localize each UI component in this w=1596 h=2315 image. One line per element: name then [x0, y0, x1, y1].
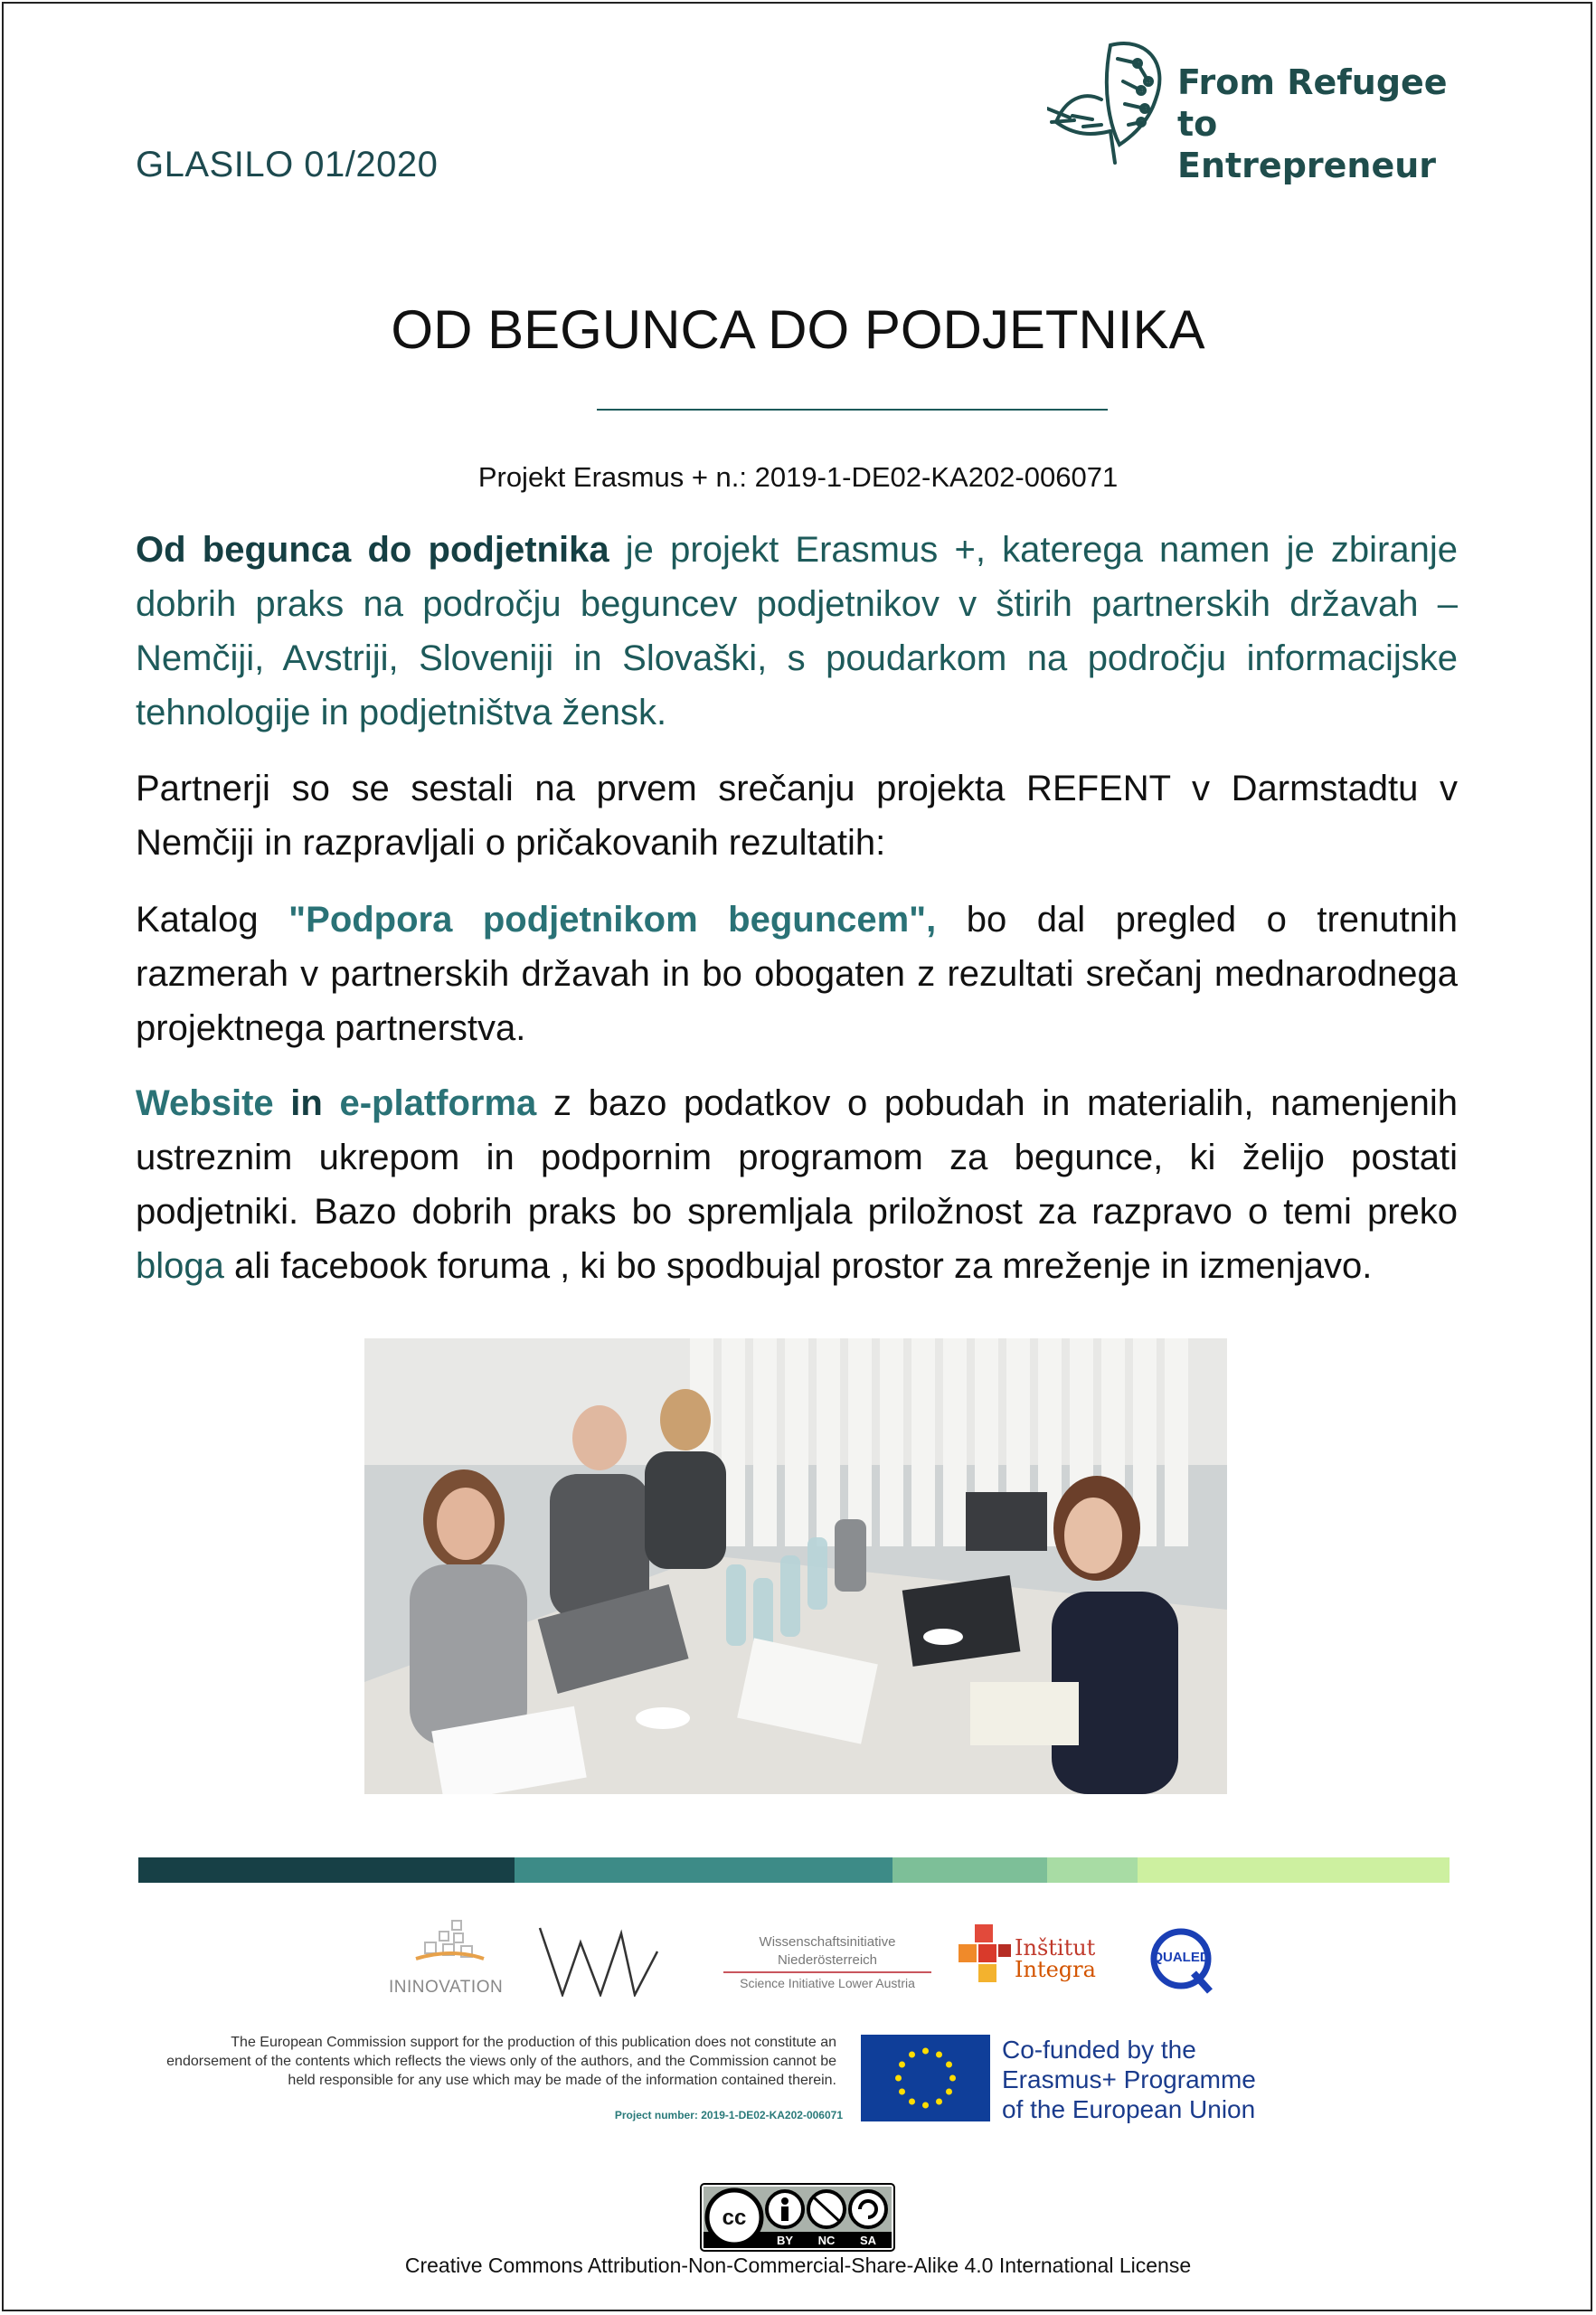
puzzle-icon — [959, 1924, 1013, 1988]
integra-text — [1015, 1937, 1096, 1980]
ininovation-logo — [389, 1915, 515, 1997]
e-platform-link[interactable]: e-platforma — [339, 1083, 537, 1123]
project-name: Od begunca do podjetnika — [136, 530, 609, 570]
platform-conjunction: in — [273, 1083, 340, 1123]
license-text: Creative Commons Attribution-Non-Commercial-Share-Alike 4.0 International License — [404, 2254, 1192, 2277]
ww-logo — [535, 1924, 662, 1997]
color-stripe-1 — [138, 1857, 515, 1883]
eu-line-1: Co-funded by the — [1002, 2036, 1196, 2064]
intro-paragraph — [136, 523, 1458, 740]
page-title: OD BEGUNCA DO PODJETNIKA — [391, 299, 1205, 360]
intro-text: je projekt Erasmus +, katerega namen je zbiranje dobrih praks na področju beguncev podjetnikov v štirih partnerskih državah – Nemčiji, Avstriji, Sloveniji in Slovaški, s poudarkom na področju informacijske tehnologije in podjetništva žensk. — [136, 530, 1459, 732]
cc-nc-label: NC — [817, 2234, 836, 2247]
cc-license-badge — [700, 2183, 895, 2252]
eu-cofunded-text — [1002, 2035, 1256, 2124]
wissenschaft-line-3: Science Initiative Lower Austria — [740, 1976, 915, 1990]
cc-symbol: cc — [722, 2206, 747, 2230]
eu-disclaimer: The European Commission support for the production of this publication does not constitute an endorsement of the contents which reflects the views only of the authors, and the Commission cannot be held responsible for any use which may be made of the information contained therein. — [166, 2035, 836, 2088]
color-stripe-3 — [892, 1857, 1047, 1883]
qualed-label: QUALED — [1152, 1950, 1210, 1965]
color-stripe-5 — [1138, 1857, 1450, 1883]
color-stripe-2 — [515, 1857, 892, 1883]
eu-stars-icon — [861, 2035, 990, 2121]
platform-paragraph — [136, 1076, 1458, 1293]
project-logo — [1047, 36, 1463, 185]
eu-line-2: Erasmus+ Programme — [1002, 2065, 1256, 2093]
logo-line-1: From Refugee — [1177, 62, 1448, 102]
color-stripe-4 — [1047, 1857, 1138, 1883]
meeting-photo — [364, 1338, 1227, 1794]
platform-end-text: ali facebook foruma , ki bo spodbujal prostor za mreženje in izmenjavo. — [223, 1246, 1373, 1286]
wissenschaft-line-2: Niederösterreich — [723, 1951, 931, 1973]
eu-line-3: of the European Union — [1002, 2095, 1256, 2123]
butterfly-icon — [1047, 36, 1174, 172]
ww-icon — [535, 1924, 662, 1997]
integra-line-2: Integra — [1015, 1957, 1096, 1982]
science-initiative-logo — [723, 1933, 931, 1997]
catalog-lead: Katalog — [136, 900, 289, 940]
meeting-paragraph: Partnerji so se sestali na prvem srečanju projekta REFENT v Darmstadtu v Nemčiji in razpravljali o pričakovanih rezultatih: — [136, 769, 1458, 863]
issue-label: GLASILO 01/2020 — [136, 145, 439, 184]
qualed-logo — [1147, 1924, 1219, 1997]
logo-line-2: to Entrepreneur — [1177, 104, 1437, 185]
project-number: Projekt Erasmus + n.: 2019-1-DE02-KA202-006071 — [477, 461, 1119, 493]
catalog-title: "Podpora podjetnikom beguncem", — [288, 900, 937, 940]
catalog-text: bo dal pregled o trenutnih razmerah v partnerskih državah in bo obogaten z rezultati srečanj mednarodnega projektnega partnerstva. — [136, 900, 1458, 1048]
ininovation-icon — [389, 1915, 515, 1970]
platform-text: z bazo podatkov o pobudah in materialih, namenjenih ustreznim ukrepom in podpornim programom za begunce, ki želijo postati podjetniki. Bazo dobrih praks bo spremljala priložnost za razpravo o temi preko — [136, 1083, 1458, 1232]
integra-line-1: Inštitut — [1015, 1935, 1096, 1961]
cc-by-label: BY — [776, 2234, 794, 2247]
integra-logo — [959, 1924, 1112, 1997]
eu-flag — [861, 2035, 990, 2121]
blog-link[interactable]: bloga — [136, 1246, 224, 1286]
catalog-paragraph — [136, 893, 1458, 1055]
cc-sa-label: SA — [859, 2234, 877, 2247]
website-link[interactable]: Website — [136, 1083, 274, 1123]
wissenschaft-line-1: Wissenschaftsinitiative — [759, 1934, 896, 1950]
logo-wordmark — [1177, 61, 1463, 186]
title-divider — [597, 409, 1108, 411]
ininovation-label: ININOVATION — [389, 1978, 504, 1997]
footer-project-number: Project number: 2019-1-DE02-KA202-006071 — [614, 2109, 843, 2121]
